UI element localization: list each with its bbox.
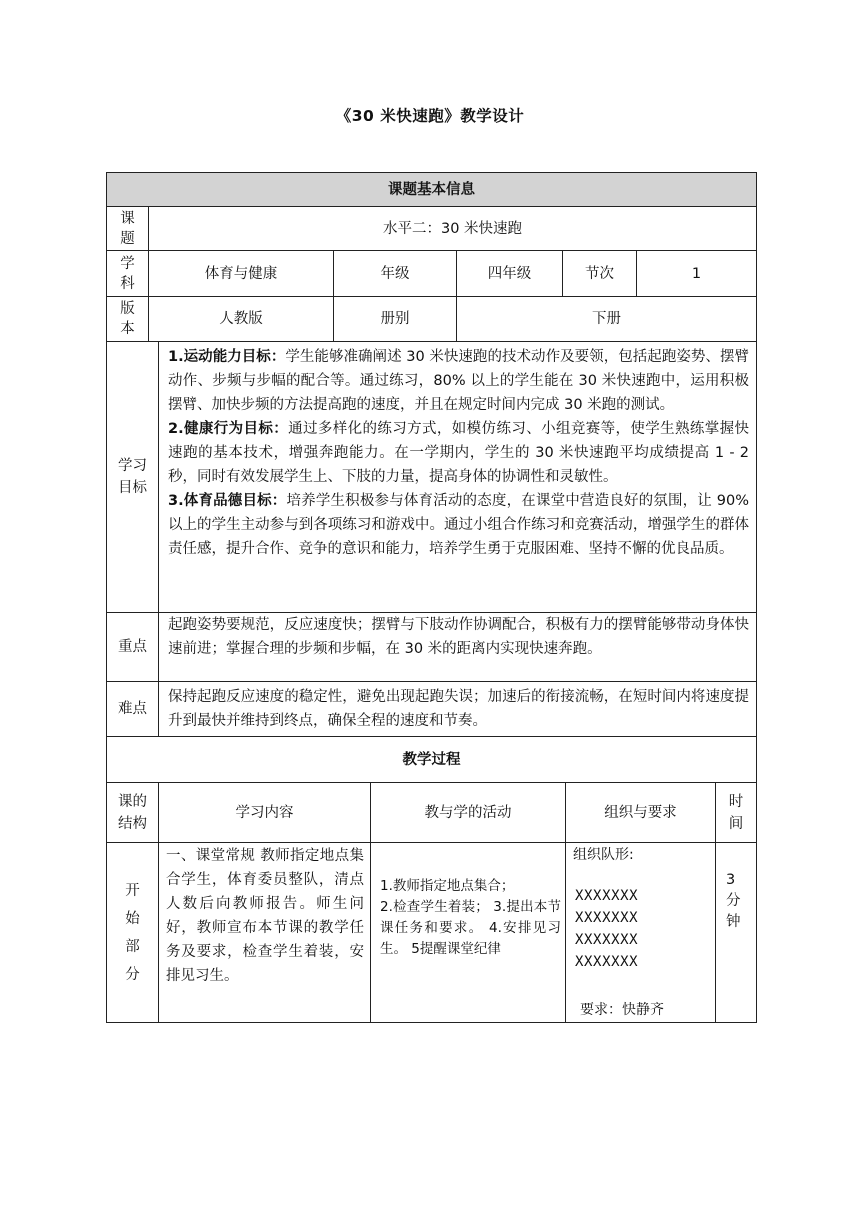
document-title: 《30 米快速跑》教学设计 (335, 107, 525, 125)
section-organization-cell (565, 842, 716, 1023)
formation-row: XXXXXXX (575, 910, 639, 926)
grade-label: 年级 (333, 250, 457, 297)
col-structure: 课的 结构 (106, 782, 159, 843)
col-content: 学习内容 (158, 782, 371, 843)
section-activities-cell (370, 842, 566, 1023)
section-time: 3 分 钟 (726, 872, 741, 930)
section-activities: 1.教师指定地点集合； 2.检查学生着装； 3.提出本节课任务和要求。 4.安排见习生。 5提醒课堂纪律 (380, 878, 561, 957)
formation-diagram (566, 865, 715, 973)
subject-label: 学 科 (106, 250, 149, 297)
col-organization: 组织与要求 (565, 782, 716, 843)
formation-row: XXXXXXX (575, 954, 639, 970)
process-header: 教学过程 (106, 736, 757, 783)
grade-value: 四年级 (456, 250, 563, 297)
edition-value: 人教版 (148, 296, 334, 342)
objectives-label: 学习 目标 (106, 341, 159, 613)
formation-row: XXXXXXX (575, 888, 639, 904)
topic-value: 水平二：30 米快速跑 (148, 206, 757, 251)
basic-info-header: 课题基本信息 (106, 172, 757, 207)
key-points-text: 起跑姿势要规范，反应速度快；摆臂与下肢动作协调配合，积极有力的摆臂能够带动身体快速前进；掌握合理的步频和步幅，在 30 米的距离内实现快速奔跑。 (168, 617, 749, 657)
subject-value: 体育与健康 (148, 250, 334, 297)
objective-heading: 2.健康行为目标： (168, 421, 289, 437)
objective-text: 学生能够准确阐述 30 米快速跑的技术动作及要领，包括起跑姿势、摆臂动作、步频与步幅的配合等。通过练习，80% 以上的学生能在 30 米快速跑中，运用积极摆臂、加快步频的方法提高跑的速度，并且在规定时间内完成 30 米跑的测试。 (168, 349, 749, 413)
col-activities: 教与学的活动 (370, 782, 566, 843)
col-time: 时 间 (715, 782, 757, 843)
lesson-plan-table (106, 172, 757, 1023)
difficult-points-content (158, 681, 757, 737)
topic-label: 课 题 (106, 206, 149, 251)
objective-item (168, 345, 749, 417)
organization-title: 组织队形: (573, 847, 634, 863)
volume-value: 下册 (456, 296, 757, 342)
section-content: 一、课堂常规 教师指定地点集合学生，体育委员整队，清点人数后向教师报告。师生问好，教师宣布本节课的教学任务及要求，检查学生着装，安排见习生。 (166, 848, 364, 984)
objective-heading: 3.体育品德目标： (168, 493, 287, 509)
edition-label: 版 本 (106, 296, 149, 342)
section-content-cell (158, 842, 371, 1023)
key-points-label: 重点 (106, 612, 159, 682)
objective-text: 通过多样化的练习方式，如模仿练习、小组竞赛等，使学生熟练掌握快速跑的基本技术，增强奔跑能力。在一学期内，学生的 30 米快速跑平均成绩提高 1 - 2 秒，同时有效发展学生上、下肢的力量，提高身体的协调性和灵敏性。 (168, 421, 749, 485)
volume-label: 册别 (333, 296, 457, 342)
lesson-label: 节次 (562, 250, 637, 297)
objective-item (168, 417, 749, 489)
objective-heading: 1.运动能力目标： (168, 349, 286, 365)
objectives-content (158, 341, 757, 613)
section-time-cell (715, 842, 757, 1023)
lesson-value: 1 (636, 250, 757, 297)
section-structure: 开 始 部 分 (106, 842, 159, 1023)
objective-text: 培养学生积极参与体育活动的态度，在课堂中营造良好的氛围，让 90% 以上的学生主动参与到各项练习和游戏中。通过小组合作练习和竞赛活动，增强学生的群体责任感，提升合作、竞争的意识和能力，培养学生勇于克服困难、坚持不懈的优良品质。 (168, 493, 749, 557)
difficult-points-label: 难点 (106, 681, 159, 737)
organization-requirement: 要求：快静齐 (580, 1002, 664, 1018)
formation-row: XXXXXXX (575, 932, 639, 948)
objective-item (168, 489, 749, 561)
key-points-content (158, 612, 757, 682)
difficult-points-text: 保持起跑反应速度的稳定性，避免出现起跑失误；加速后的衔接流畅，在短时间内将速度提升到最快并维持到终点，确保全程的速度和节奏。 (168, 689, 749, 729)
